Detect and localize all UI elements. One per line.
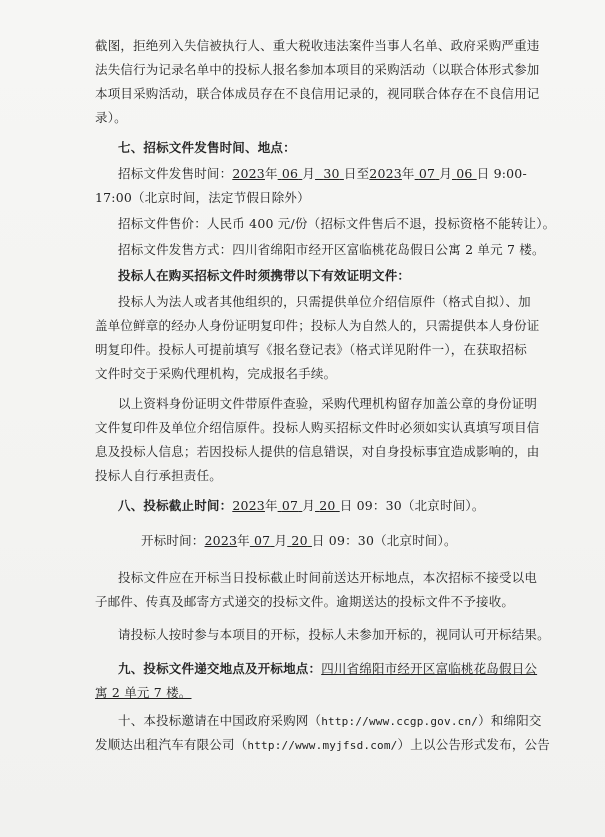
sale-time-cont bbox=[95, 188, 515, 208]
unit-text: 日 bbox=[311, 533, 325, 548]
day-number: 06 bbox=[456, 166, 473, 181]
paragraph-line bbox=[118, 625, 550, 645]
text-line: 息及投标人信息；若因投标人提供的信息错误，对自身投标事宜造成影响的，由 bbox=[95, 444, 540, 459]
unit-text: 年 bbox=[401, 166, 415, 181]
paragraph-line bbox=[118, 292, 538, 312]
address-text: 四川省绵阳市经开区富临桃花岛假日公 bbox=[321, 661, 538, 676]
time-text: 09：30（北京时间）。 bbox=[352, 498, 485, 513]
text-line: 发顺达出租汽车有限公司（ bbox=[95, 737, 248, 752]
paragraph-line bbox=[95, 418, 540, 438]
paragraph-line bbox=[95, 364, 515, 384]
paragraph-line bbox=[118, 394, 538, 414]
section-9-line bbox=[118, 659, 538, 679]
month-value bbox=[278, 498, 303, 513]
text-line: 截图，拒绝列入失信被执行人、重大税收违法案件当事人名单、政府采购严重违 bbox=[95, 38, 540, 53]
paragraph-line bbox=[95, 108, 515, 128]
text-line: 投标文件应在开标当日投标截止时间前送达开标地点，本次招标不接受以电 bbox=[118, 570, 538, 585]
month-number: 07 bbox=[418, 166, 436, 181]
month-number: 07 bbox=[254, 533, 271, 548]
text-line: 17:00（北京时间，法定节假日除外） bbox=[95, 190, 310, 205]
month-value bbox=[250, 533, 275, 548]
text-line: ）上以公告形式发布，公告 bbox=[397, 737, 550, 752]
paragraph-line bbox=[95, 60, 540, 80]
sale-time-line bbox=[118, 164, 538, 184]
section-8-heading: 八、投标截止时间： bbox=[118, 498, 233, 513]
paragraph-line bbox=[95, 316, 540, 336]
year-value: 2023 bbox=[232, 166, 265, 181]
year-value: 2023 bbox=[232, 498, 265, 513]
paragraph-line bbox=[95, 592, 515, 612]
unit-text: 日 bbox=[339, 498, 353, 513]
section-10-cont bbox=[95, 735, 550, 756]
text-line: 子邮件、传真及邮寄方式递交的投标文件。逾期送达的投标文件不予接收。 bbox=[95, 594, 515, 609]
text-line: 盖单位鲜章的经办人身份证明复印件；投标人为自然人的，只需提供本人身份证 bbox=[95, 318, 540, 333]
month-number: 06 bbox=[281, 166, 299, 181]
text-line: 招标文件发售方式：四川省绵阳市经开区富临桃花岛假日公寓 2 单元 7 楼。 bbox=[118, 242, 545, 257]
address-text: 寓 2 单元 7 楼。 bbox=[95, 685, 192, 700]
year-value: 2023 bbox=[204, 533, 238, 548]
text-line: 本项目采购活动，联合体成员存在不良信用记录的，视同联合体存在不良信用记 bbox=[95, 86, 540, 101]
day-value bbox=[452, 166, 477, 181]
text-line: 十、本投标邀请在中国政府采购网（ bbox=[118, 713, 322, 728]
month-value bbox=[278, 166, 303, 181]
heading-text: 七、招标文件发售时间、地点： bbox=[118, 140, 296, 155]
text-line: 请投标人按时参与本项目的开标，投标人未参加开标的，视同认可开标结果。 bbox=[118, 627, 550, 642]
unit-text: 月 bbox=[302, 166, 316, 181]
month-number: 07 bbox=[281, 498, 299, 513]
paragraph-line bbox=[95, 84, 540, 104]
label-text: 招标文件发售时间： bbox=[118, 166, 233, 181]
unit-text: 年 bbox=[264, 498, 278, 513]
year-value: 2023 bbox=[369, 166, 402, 181]
text-line: 明复印件。投标人可提前填写《报名登记表》（格式详见附件一），在获取招标 bbox=[95, 342, 528, 357]
text-line: 文件复印件及单位介绍信原件。投标人购买招标文件时必须如实认真填写项目信 bbox=[95, 420, 540, 435]
day-number: 20 bbox=[291, 533, 308, 548]
heading-text: 投标人在购买招标文件时须携带以下有效证明文件： bbox=[118, 268, 411, 283]
deadline-line bbox=[118, 496, 538, 516]
paragraph-line bbox=[118, 568, 538, 588]
label-text: 开标时间： bbox=[141, 533, 205, 548]
url-text: http://www.myjfsd.com/ bbox=[247, 739, 398, 752]
day-value bbox=[315, 166, 344, 181]
text-line: 投标人自行承担责任。 bbox=[95, 468, 223, 483]
paragraph-line bbox=[95, 466, 515, 486]
unit-text: 月 bbox=[274, 533, 288, 548]
text-line: 以上资料身份证明文件带原件查验，采购代理机构留存加盖公章的身份证明 bbox=[118, 396, 538, 411]
text-line: 文件时交于采购代理机构，完成报名手续。 bbox=[95, 366, 337, 381]
url-text: http://www.ccgp.gov.cn/ bbox=[321, 715, 479, 728]
opening-time-line bbox=[141, 531, 561, 551]
day-number: 20 bbox=[319, 498, 336, 513]
day-value bbox=[315, 498, 340, 513]
time-text: 09：30（北京时间）。 bbox=[324, 533, 457, 548]
section-10-line bbox=[118, 711, 542, 732]
text-line: 法失信行为记录名单中的投标人报名参加本项目的采购活动（以联合体形式参加 bbox=[95, 62, 540, 77]
section-9-heading: 九、投标文件递交地点及开标地点： bbox=[118, 661, 322, 676]
unit-text: 年 bbox=[237, 533, 250, 548]
docs-heading bbox=[118, 266, 538, 286]
text-line: 招标文件售价：人民币 400 元/份（招标文件售后不退，投标资格不能转让）。 bbox=[118, 216, 556, 231]
time-text: 日 9:00- bbox=[476, 166, 527, 181]
unit-text: 月 bbox=[302, 498, 316, 513]
paragraph-line bbox=[95, 340, 528, 360]
paragraph-line bbox=[95, 36, 540, 56]
unit-text: 年 bbox=[264, 166, 278, 181]
section-7-heading bbox=[118, 138, 538, 158]
text-line: ）和绵阳交 bbox=[478, 713, 542, 728]
unit-text: 月 bbox=[439, 166, 453, 181]
day-value bbox=[287, 533, 312, 548]
sale-place-line bbox=[118, 240, 545, 260]
unit-text: 日至 bbox=[343, 166, 370, 181]
paragraph-line bbox=[95, 442, 540, 462]
text-line: 录）。 bbox=[95, 110, 127, 125]
section-9-cont bbox=[95, 683, 515, 703]
text-line: 投标人为法人或者其他组织的，只需提供单位介绍信原件（格式自拟）、加 bbox=[118, 294, 531, 309]
month-value bbox=[415, 166, 440, 181]
price-line bbox=[118, 214, 556, 234]
day-number: 30 bbox=[323, 166, 340, 181]
